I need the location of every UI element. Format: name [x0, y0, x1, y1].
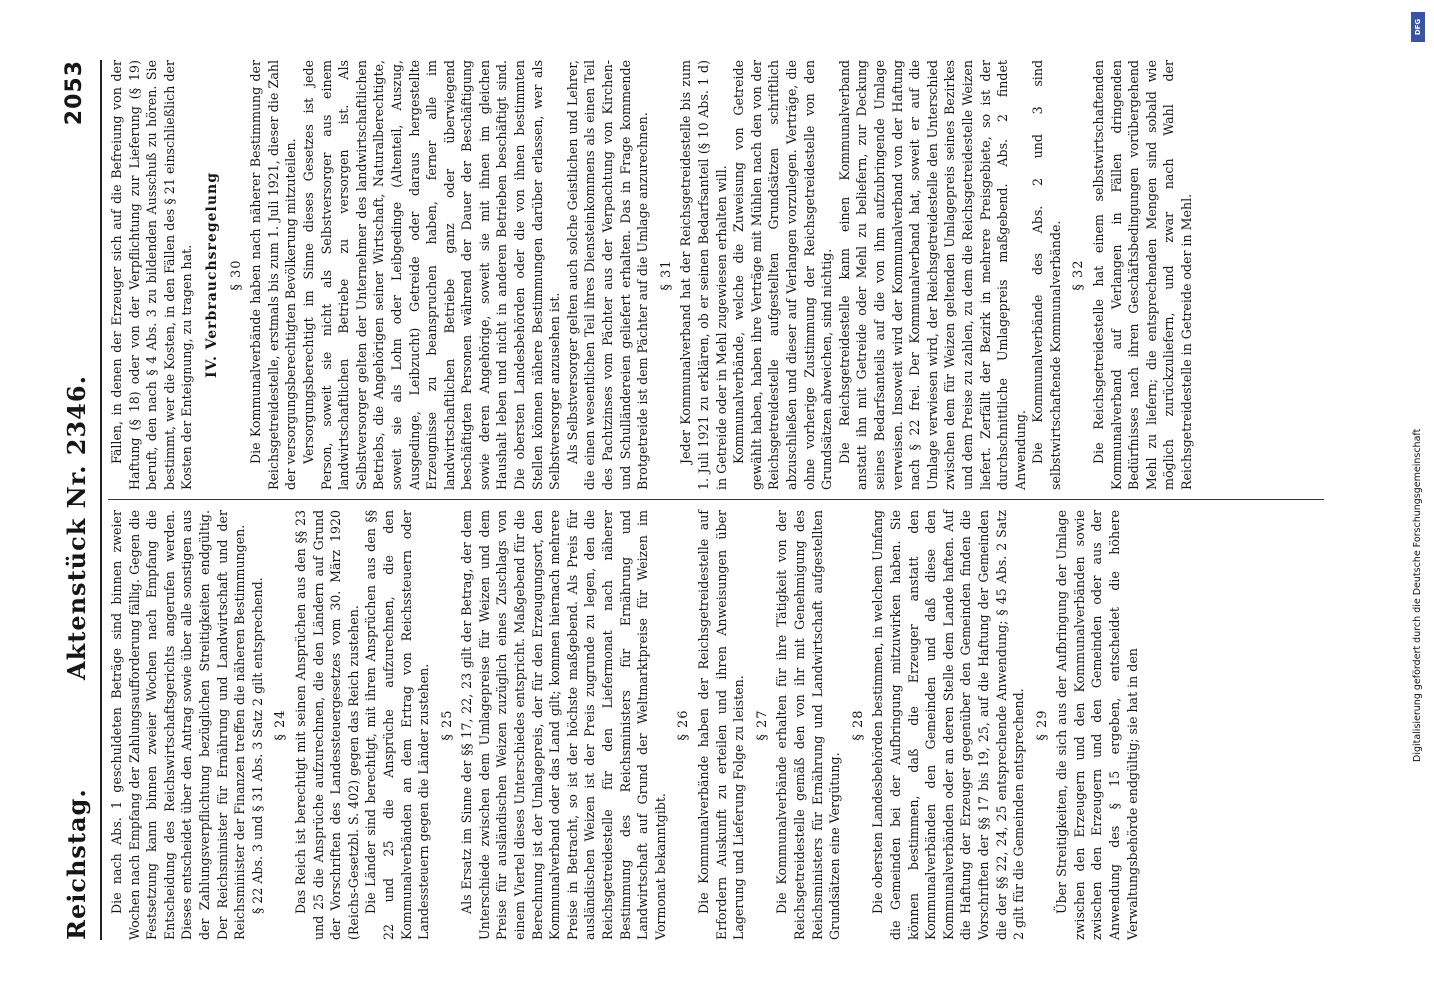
header-title: Aktenstück Nr. 2346.	[62, 375, 91, 680]
paragraph: Die Reichsgetreidestelle kann einen Kommunalverband anstatt ihn mit Getreide oder Mehl zu beliefern, zur Deckung seines Bedarfsanteils auf die von ihm aufzubringende Umlage verweisen. Insoweit wird der Kommunalverband von der Haftung nach § 22 frei. Der Kommunalverband hat, soweit er auf die Umlage verwiesen wird, der Reichsgetreidestelle den Unterschied zwischen dem für Weizen geltenden Umlagepreis seines Bezirkes und dem Preise zu zahlen, zu dem die Reichsgetreidestelle Weizen liefert. Zerfällt der Bezirk in mehrere Preisgebiete, so ist der durchschnittliche Umlagepreis maßgebend. Abs. 2 findet Anwendung.	[836, 60, 1028, 490]
paragraph: Die Reichsgetreidestelle hat einem selbstwirtschaftenden Kommunalverband auf Verlangen in Fällen dringenden Bedürfnisses nach ihren Geschäftsbedingungen vorübergehend Mehl zu liefern; die entsprechenden Mengen sind sobald wie möglich zurückzuliefern, und zwar nach Wahl der Reichsgetreidestelle in Getreide oder in Mehl.	[1091, 60, 1195, 490]
section-number: § 26	[676, 709, 692, 741]
page-header	[56, 60, 102, 940]
section-number: § 24	[273, 709, 289, 741]
paragraph: Die Kommunalverbände erhalten für ihre Tätigkeit von der Reichsgetreidestelle gemäß den von ihr mit Genehmigung des Reichsministers für Ernährung und Landwirtschaft aufgestellten Grundsätzen eine Vergütung.	[774, 510, 843, 940]
column-divider	[108, 499, 1324, 500]
paragraph: § 22 Abs. 3 und § 31 Abs. 3 Satz 2 gilt entsprechend.	[249, 577, 265, 914]
paragraph: Das Reich ist berechtigt mit seinen Ansprüchen aus den §§ 23 und 25 die Ansprüche aufzurechnen, die den Ländern auf Grund der Vorschriften des Landessteuergesetzes vom 30. März 1920 (Reichs-Gesetzbl. S. 402) gegen das Reich zustehen.	[292, 510, 361, 940]
digitization-credit: Digitalisierung gefördert durch die Deutsche Forschungsgemeinschaft	[1412, 428, 1423, 762]
section-number: § 30	[228, 259, 244, 291]
paragraph: Die Länder sind berechtigt, mit ihren Ansprüchen aus den §§ 22 und 25 die Ansprüche aufzurechnen, die den Kommunalverbänden an dem Ertrag von Reichssteuern oder Landessteuern gegen die Länder zustehen.	[363, 510, 432, 940]
side-annotation	[1408, 12, 1428, 987]
paragraph: Versorgungsberechtigt im Sinne dieses Gesetzes ist jede Person, soweit sie nicht als Selbstversorger aus einem landwirtschaftlichen Betriebe zu versorgen ist. Als Selbstversorger gelten der Unternehmer des landwirtschaftlichen Betriebs, die Angehörigen seiner Wirtschaft, Naturalberechtigte, soweit sie als Lohn oder Leibgedinge (Altenteil, Auszug, Ausgedinge, Leibzucht) Getreide oder daraus hergestellte Erzeugnisse zu beanspruchen haben, ferner alle im landwirtschaftlichen Betriebe ganz oder überwiegend beschäftigten Personen während der Dauer der Beschäftigung sowie deren Angehörige, soweit sie mit ihnen im gleichen Haushalt leben und nicht in anderen Betrieben beschäftigt sind. Die obersten Landesbehörden oder die von ihnen bestimmten Stellen können nähere Bestimmungen darüber erlassen, wer als Selbstversorger anzusehen ist.	[300, 60, 563, 490]
paragraph: Über Streitigkeiten, die sich aus der Aufbringung der Umlage zwischen den Erzeugern und den Kommunalverbänden sowie zwischen den Erzeugern und den Gemeinden oder aus der Anwendung des § 15 ergeben, entscheidet die höhere Verwaltungsbehörde endgültig; sie hat in den	[1054, 510, 1140, 940]
header-left: Reichstag.	[62, 788, 91, 940]
paragraph: Die Kommunalverbände haben nach näherer Bestimmung der Reichsgetreidestelle, erstmals bis zum 1. Juli 1921, dieser die Zahl der versorgungsberechtigten Bevölkerung mitzuteilen.	[248, 60, 299, 490]
document-page	[56, 60, 1334, 940]
paragraph: Die Kommunalverbände des Abs. 2 und 3 sind selbstwirtschaftende Kommunalverbände.	[1030, 60, 1063, 490]
section-number: § 31	[658, 259, 674, 291]
paragraph: Die Kommunalverbände haben der Reichsgetreidestelle auf Erfordern Auskunft zu erteilen und ihren Anweisungen über Lagerung und Lieferung Folge zu leisten.	[696, 510, 747, 940]
text-column-left	[108, 510, 1141, 940]
paragraph: Fällen, in denen der Erzeuger sich auf die Befreiung von der Haftung (§ 18) oder von der Verpflichtung zur Lieferung (§ 19) beruft, den nach § 4 Abs. 3 zu bildenden Ausschuß zu hören. Sie bestimmt, wer die Kosten, in den Fällen des § 21 einschließlich der Kosten der Enteignung, zu tragen hat.	[109, 60, 195, 490]
paragraph: Die nach Abs. 1 geschuldeten Beträge sind binnen zweier Wochen nach Empfang der Zahlungsaufforderung fällig. Gegen die Festsetzung kann binnen zweier Wochen nach Empfang die Entscheidung des Reichswirtschaftsgerichts angerufen werden. Dieses entscheidet über den Antrag sowie über alle sonstigen aus der Zahlungsverpflichtung bezüglichen Streitigkeiten endgültig. Der Reichsminister für Ernährung und Landwirtschaft und der Reichsminister der Finanzen treffen die näheren Bestimmungen.	[109, 510, 248, 940]
section-number: § 32	[1071, 259, 1087, 291]
paragraph: Als Ersatz im Sinne der §§ 17, 22, 23 gilt der Betrag, der dem Unterschiede zwischen dem Umlagepreise für Weizen und dem Preise für ausländischen Weizen zuzüglich eines Zuschlags von einem Viertel dieses Unterschiedes entspricht. Maßgebend für die Berechnung ist der Umlagepreis, der für den Erzeugungsort, den Kommunalverband oder das Land gilt; kommen hiernach mehrere Preise in Betracht, so ist der höchste maßgebend. Als Preis für ausländischen Weizen ist der Preis zugrunde zu legen, den die Reichsgetreidestelle für den Liefermonat nach näherer Bestimmung des Reichsministers für Ernährung und Landwirtschaft auf Grund der Weltmarktpreise für Weizen im Vormonat bekanntgibt.	[459, 510, 668, 940]
section-heading: IV. Verbrauchsregelung	[203, 171, 220, 379]
paragraph: Die obersten Landesbehörden bestimmen, in welchem Umfang die Gemeinden bei der Aufbringung mitzuwirken haben. Sie können bestimmen, daß die Erzeuger anstatt den Kommunalverbänden den Gemeinden und daß diese den Kommunalverbänden oder an deren Stelle dem Lande haften. Auf die Haftung der Erzeuger gegenüber den Gemeinden finden die Vorschriften der §§ 17 bis 19, 25, auf die Haftung der Gemeinden die der §§ 22, 24, 25 entsprechende Anwendung; § 45 Abs. 2 Satz 2 gilt für die Gemeinden entsprechend.	[870, 510, 1027, 940]
section-number: § 25	[439, 709, 455, 741]
paragraph: Als Selbstversorger gelten auch solche Geistlichen und Lehrer, die einen wesentlichen Teil ihres Diensteinkommens als einen Teil des Pachtzinses vom Pächter aus der Verpachtung von Kirchen- und Schulländereien geliefert erhalten. Das in Frage kommende Brotgetreide ist dem Pächter auf die Umlage anzurechnen.	[564, 60, 651, 490]
paragraph: Jeder Kommunalverband hat der Reichsgetreidestelle bis zum 1. Juli 1921 zu erklären, ob er seinen Bedarfsanteil (§ 10 Abs. 1 d) in Getreide oder in Mehl zugewiesen erhalten will.	[678, 60, 729, 490]
page-number: 2053	[62, 60, 87, 126]
paragraph: Kommunalverbände, welche die Zuweisung von Getreide gewählt haben, haben ihre Verträge mit Mühlen nach den von der Reichsgetreidestelle aufgestellten Grundsätzen schriftlich abzuschließen und dieser auf Verlangen vorzulegen. Verträge, die ohne vorherige Zustimmung der Reichsgetreidestelle von den Grundsätzen abweichen, sind nichtig.	[731, 60, 835, 490]
dfg-logo-icon: DFG	[1411, 12, 1425, 42]
section-number: § 29	[1034, 709, 1050, 741]
text-column-right	[108, 60, 1196, 490]
section-number: § 28	[850, 709, 866, 741]
section-number: § 27	[754, 709, 770, 741]
